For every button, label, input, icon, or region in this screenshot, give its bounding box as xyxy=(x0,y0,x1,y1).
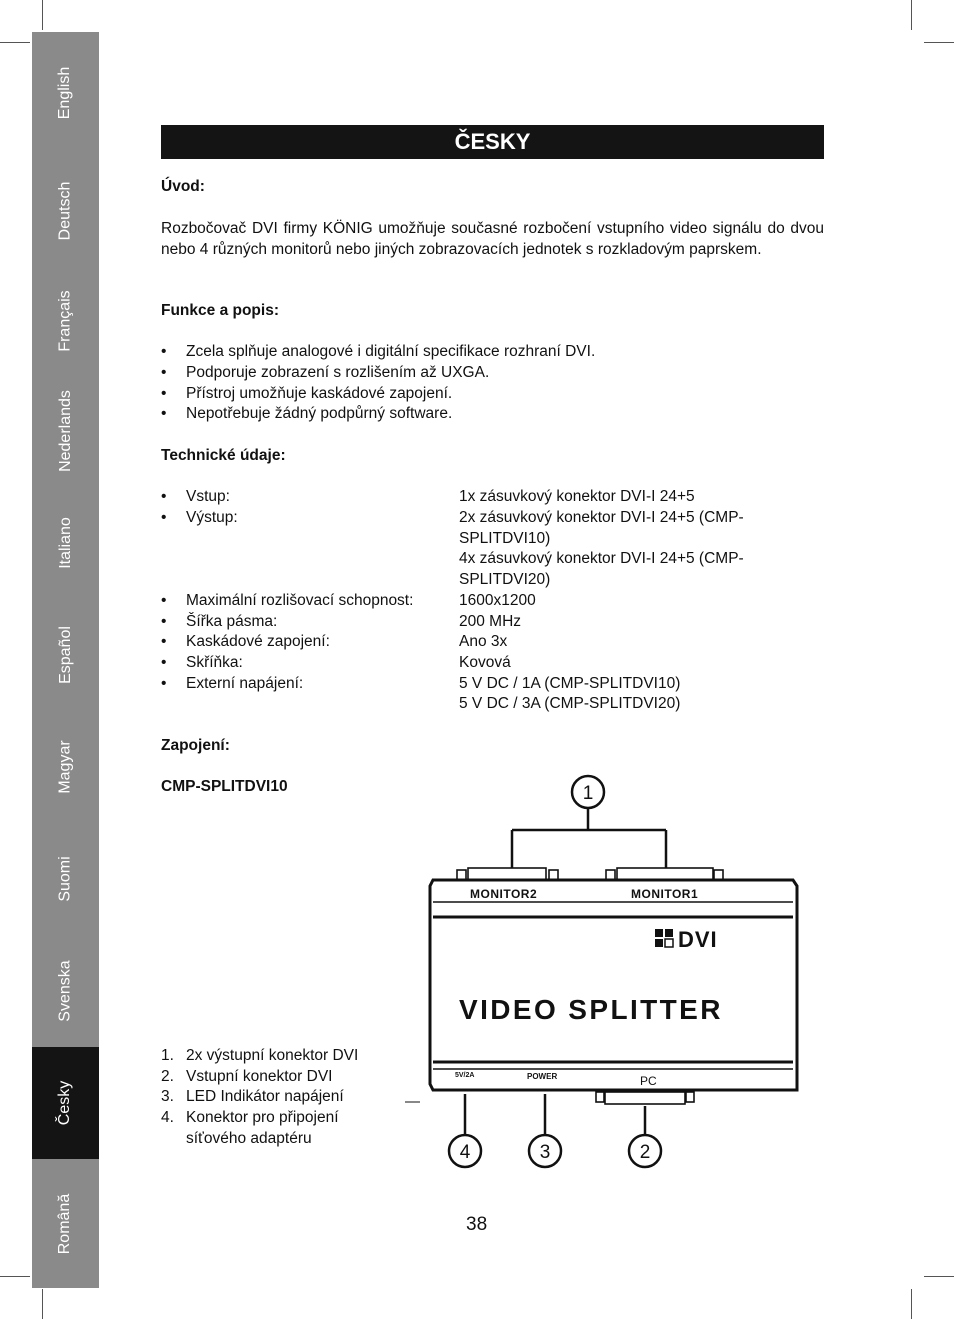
crop-mark xyxy=(42,1289,43,1319)
specs-heading: Technické údaje: xyxy=(161,447,286,464)
spec-value: 200 MHz xyxy=(459,613,522,630)
callout-2-label: 2 xyxy=(639,1142,651,1163)
spec-label: Šířka pásma: xyxy=(186,613,278,630)
bullet: • xyxy=(161,613,167,630)
feature-text: Zcela splňuje analogové i digitální specifikace rozhraní DVI. xyxy=(186,343,596,360)
lang-tab-nederlands[interactable] xyxy=(32,375,99,487)
bullet: • xyxy=(161,633,167,650)
bullet: • xyxy=(161,364,167,381)
spec-label: Vstup: xyxy=(186,488,230,505)
crop-mark xyxy=(924,42,954,43)
lang-tab-magyar[interactable] xyxy=(32,711,99,823)
callout-3 xyxy=(529,1135,561,1167)
lang-label: English xyxy=(56,66,74,120)
dvi-logo-text: DVI xyxy=(678,927,718,952)
bullet: • xyxy=(161,343,167,360)
bullet: • xyxy=(161,592,167,609)
lang-tab-espanol[interactable] xyxy=(32,599,99,711)
intro-heading: Úvod: xyxy=(161,178,205,195)
lang-label: Français xyxy=(56,290,74,352)
legend-text: 2x výstupní konektor DVI xyxy=(186,1047,359,1064)
pc-label: PC xyxy=(640,1074,657,1088)
spec-value: 5 V DC / 1A (CMP-SPLITDVI10) xyxy=(459,675,681,692)
legend-number: 3. xyxy=(161,1088,174,1105)
legend-number: 2. xyxy=(161,1068,174,1085)
bullet: • xyxy=(161,509,167,526)
callout-1-label: 1 xyxy=(582,783,594,804)
connection-heading: Zapojení: xyxy=(161,737,230,754)
lang-tab-suomi[interactable] xyxy=(32,823,99,935)
callout-4 xyxy=(449,1135,481,1167)
lang-tab-english[interactable] xyxy=(32,32,99,154)
legend-number: 4. xyxy=(161,1109,174,1126)
legend-number: 1. xyxy=(161,1047,174,1064)
crop-mark xyxy=(0,42,30,43)
spec-value: 1600x1200 xyxy=(459,592,536,609)
crop-mark xyxy=(911,0,912,30)
bullet: • xyxy=(161,654,167,671)
legend-text: Vstupní konektor DVI xyxy=(186,1068,333,1085)
device-name: VIDEO SPLITTER xyxy=(459,994,723,1025)
spec-value: 2x zásuvkový konektor DVI-I 24+5 (CMP-SPLITDVI10) xyxy=(459,509,744,547)
spec-value: Ano 3x xyxy=(459,633,508,650)
feature-text: Podporuje zobrazení s rozlišením až UXGA. xyxy=(186,364,490,381)
legend-text: LED Indikátor napájení xyxy=(186,1088,344,1105)
spec-label: Výstup: xyxy=(186,509,238,526)
lang-label: Deutsch xyxy=(56,181,74,240)
lang-tab-romana[interactable] xyxy=(32,1159,99,1288)
feature-text: Nepotřebuje žádný podpůrný software. xyxy=(186,405,453,422)
crop-mark xyxy=(42,0,43,30)
callout-1 xyxy=(572,776,604,808)
bullet: • xyxy=(161,488,167,505)
lang-tab-svenska[interactable] xyxy=(32,935,99,1047)
lang-tab-cesky[interactable] xyxy=(32,1047,99,1159)
lang-tab-francais[interactable] xyxy=(32,267,99,375)
spec-value: Kovová xyxy=(459,654,511,671)
dvi-logo-icon xyxy=(655,929,673,947)
lang-tab-deutsch[interactable] xyxy=(32,154,99,267)
lang-tab-italiano[interactable] xyxy=(32,487,99,599)
lang-label: Italiano xyxy=(56,517,74,569)
callout-2 xyxy=(629,1135,661,1167)
lang-label: Suomi xyxy=(56,856,74,902)
spec-label: Externí napájení: xyxy=(186,675,304,692)
feature-text: Přístroj umožňuje kaskádové zapojení. xyxy=(186,385,453,402)
intro-paragraph: Rozbočovač DVI firmy KÖNIG umožňuje současné rozbočení vstupního video signálu do dvou nebo 4 různých monitorů nebo jiných zobrazovacích jednotek s rozkladovým paprskem. xyxy=(161,220,824,258)
callout-3-label: 3 xyxy=(539,1142,551,1163)
spec-value: 1x zásuvkový konektor DVI-I 24+5 xyxy=(459,488,695,505)
lang-label: Español xyxy=(56,626,74,684)
legend-text: síťového adaptéru xyxy=(186,1130,312,1147)
crop-mark xyxy=(911,1289,912,1319)
bullet: • xyxy=(161,405,167,422)
spec-value: 4x zásuvkový konektor DVI-I 24+5 (CMP-SPLITDVI20) xyxy=(459,550,744,588)
spec-label: Skříňka: xyxy=(186,654,243,671)
features-heading: Funkce a popis: xyxy=(161,302,279,319)
callout-4-label: 4 xyxy=(459,1142,471,1163)
bullet: • xyxy=(161,385,167,402)
power-label: POWER xyxy=(527,1072,558,1081)
monitor1-label: MONITOR1 xyxy=(631,887,699,901)
dc-label: 5V/2A xyxy=(455,1072,475,1079)
lang-label: Česky xyxy=(56,1080,74,1126)
model-heading: CMP-SPLITDVI10 xyxy=(161,778,288,795)
spec-value: 5 V DC / 3A (CMP-SPLITDVI20) xyxy=(459,695,681,712)
bullet: • xyxy=(161,675,167,692)
section-title: ČESKY xyxy=(161,125,824,159)
page-number: 38 xyxy=(466,1214,488,1235)
legend-text: Konektor pro připojení xyxy=(186,1109,339,1126)
lang-label: Magyar xyxy=(56,740,74,794)
lang-label: Română xyxy=(56,1193,74,1254)
lang-label: Svenska xyxy=(56,960,74,1022)
crop-mark xyxy=(924,1276,954,1277)
crop-mark xyxy=(0,1276,30,1277)
spec-label: Kaskádové zapojení: xyxy=(186,633,330,650)
language-sidebar xyxy=(32,32,99,1288)
spec-label: Maximální rozlišovací schopnost: xyxy=(186,592,414,609)
lang-label: Nederlands xyxy=(56,390,74,472)
monitor2-label: MONITOR2 xyxy=(470,887,538,901)
